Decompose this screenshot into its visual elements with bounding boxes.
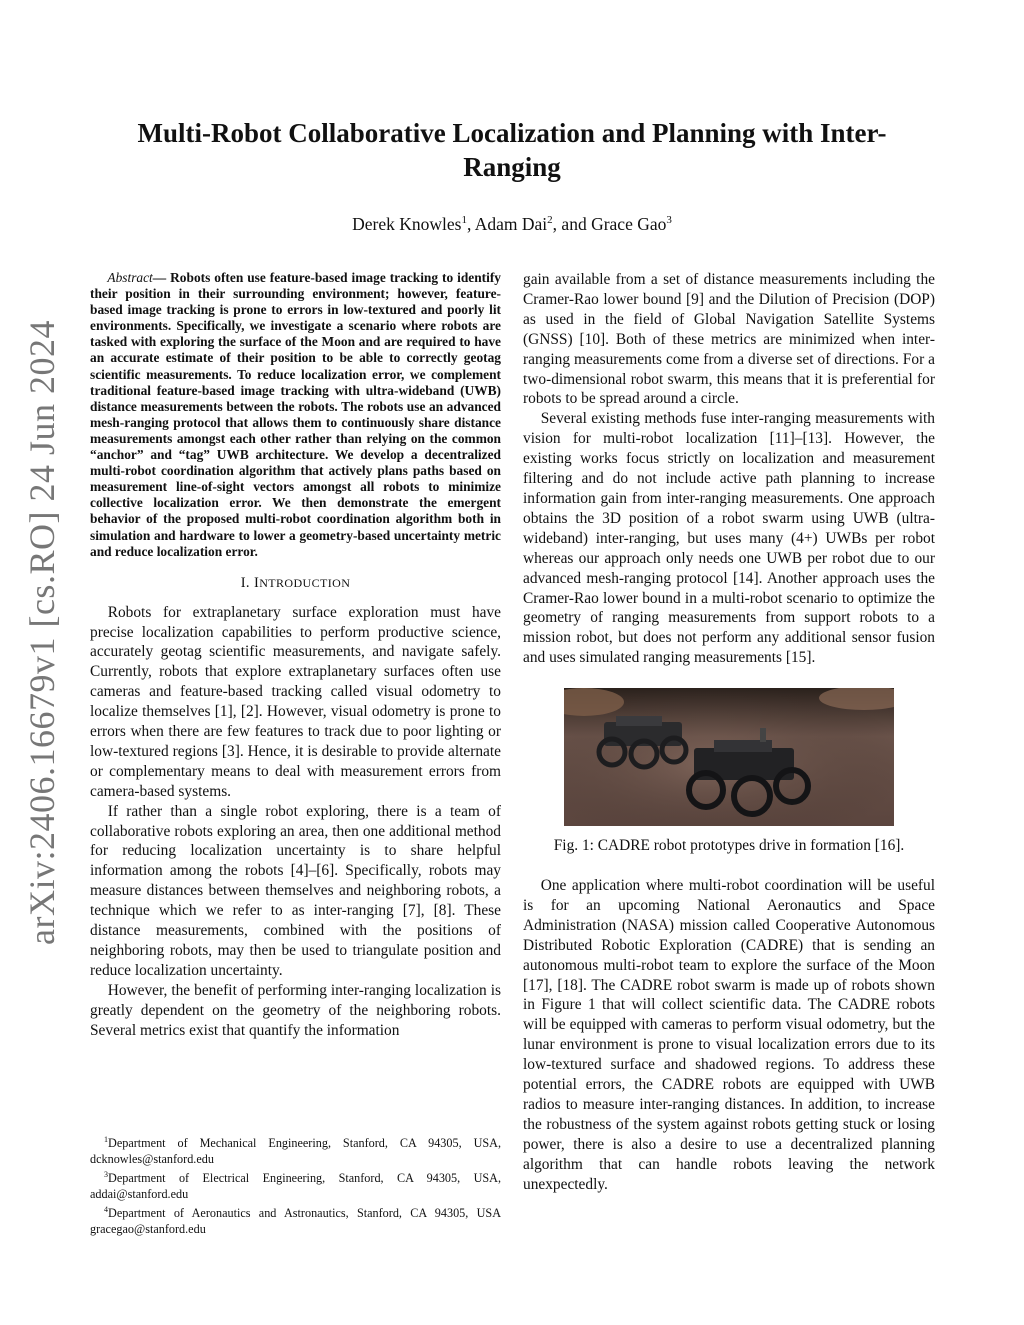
figure-caption: Fig. 1: CADRE robot prototypes drive in formation [16]. [553,837,905,855]
affiliation-marker: 3 [666,214,672,226]
abstract-text: Robots often use feature-based image tracking to identify their position in their surrounding environment; however, feature-based image tracking is prone to errors in low-textured and poorly lit environments. Specifically, we investigate a scenario where robots are tasked with exploring the surface of the Moon and are required to have an accurate estimate of their position to be able to correctly geotag scientific measurements. To reduce localization error, we complement traditional feature-based image tracking with ultra-wideband (UWB) distance measurements between the robots. The robots use an advanced mesh-ranging protocol that allows them to continuously share distance measurements amongst each other rather than relying on the common “anchor” and “tag” UWB architecture. We develop a decentralized multi-robot coordination algorithm that actively plans paths based on measurement line-of-sight vectors amongst all robots to minimize collective localization error. We then demonstrate the emergent behavior of the proposed multi-robot coordination algorithm both in simulation and hardware to lower a geometry-based uncertainty metric and reduce localization error. [90,270,501,559]
footnote-text: Department of Mechanical Engineering, Stanford, CA 94305, USA, dcknowles@stanford.edu [90,1136,501,1166]
footnote-text: Department of Aeronautics and Astronautics, Stanford, CA 94305, USA gracegao@stanford.edu [90,1206,501,1236]
author-name: Adam Dai [474,213,548,234]
right-column [523,270,935,1195]
footnote-marker: 3 [104,1170,109,1180]
abstract-label: Abstract [107,270,153,285]
arxiv-identifier-stamp: arXiv:2406.16679v1 [cs.RO] 24 Jun 2024 [22,320,62,945]
paragraph: gain available from a set of distance measurements including the Cramer-Rao lower bound [9] and the Dilution of Precision (DOP) as used in the field of Global Navigation Satellite Systems (GNSS) [10]. Both of these metrics are minimized when inter-ranging measurements come from a diverse set of directions. For a two-dimensional robot swarm, this means that it is preferential for robots to be spread around a circle. [523,271,935,408]
cadre-robots-photo [564,688,894,826]
footnote [90,1167,501,1202]
footnote-text: Department of Electrical Engineering, Stanford, CA 94305, USA, addai@stanford.edu [90,1171,501,1201]
author-list [120,208,904,236]
figure-1 [523,688,935,856]
section-title-rest: NTRODUCTION [259,575,351,590]
footnote [90,1132,501,1167]
section-title-initial: I [253,574,260,591]
affiliation-marker: 2 [547,214,553,226]
left-column [90,270,501,1041]
author-separator: , [466,213,475,234]
abstract [90,270,501,560]
author-separator: , and [552,213,592,234]
paper-title: Multi-Robot Collaborative Localization and Planning with Inter-Ranging [137,118,887,182]
author-name: Derek Knowles [352,213,462,234]
paragraph: Several existing methods fuse inter-ranging measurements with vision for multi-robot localization [11]–[13]. However, the existing works focus strictly on localization and measurement filtering and do not include active path planning to increase information gain from inter-ranging measurements. One approach obtains the 3D position of a robot swarm using UWB (ultra-wideband) inter-ranging, but uses many (4+) UWBs per robot whereas our approach only needs one UWB per robot due to our advanced mesh-ranging protocol [14]. Another approach uses the Cramer-Rao lower bound in a multi-robot scenario to optimize the geometry of ranging measurements from support robots to a mission robot, but does not perform any additional sensor fusion and uses simulated ranging measurements [15]. [523,410,935,667]
paragraph: However, the benefit of performing inter-ranging localization is greatly dependent on the geometry of the neighboring robots. Several metrics exist that quantify the information [90,981,501,1039]
paragraph: If rather than a single robot exploring, there is a team of collaborative robots exploring an area, then one additional method for reducing localization uncertainty is to share helpful information among the robots [4]–[6]. Specifically, robots may measure distances between themselves and neighboring robots, a technique which we refer to as inter-ranging [7], [8]. These distance measurements, combined with the positions of neighboring robots, may then be used to triangulate position and reduce localization uncertainty. [90,802,501,979]
footnote-marker: 1 [104,1135,109,1144]
footnotes [90,1132,501,1237]
paragraph: Robots for extraplanetary surface exploration must have precise localization capabilities to perform productive science, accurately geotag scientific measurements, and navigate safely. Currently, robots that explore extraplanetary surfaces often use cameras and feature-based tracking called visual odometry to localize themselves [1], [2]. However, visual odometry is prone to errors when there are few features to track due to poor lighting or low-textured regions [3]. Hence, it is desirable to provide alternate or complementary means to deal with measurement errors from camera-based systems. [90,603,501,800]
section-numeral: I. [240,574,254,591]
abstract-dash: — [152,270,171,285]
footnote-marker: 4 [104,1205,109,1215]
author-name: Grace Gao [591,213,667,234]
paragraph: One application where multi-robot coordination will be useful is for an upcoming National Aeronautics and Space Administration (NASA) mission called Cooperative Autonomous Distributed Robotic Exploration (CADRE) that is sending an autonomous multi-robot team to explore the surface of the Moon [17], [18]. The CADRE robot swarm is made up of robots shown in Figure 1 that will collect scientific data. The CADRE robots will be equipped with cameras to perform visual odometry, but the lunar environment is prone to visual localization errors due to its low-textured surface and shadowed regions. To address these potential errors, the CADRE robots are equipped with UWB radios to measure inter-ranging distances. In addition, to increase the robustness of the system against robots getting stuck or losing power, there is also a desire to use a decentralized planning algorithm that can handle robots leaving the network unexpectedly. [523,877,935,1193]
section-heading-introduction [90,574,501,594]
footnote [90,1202,501,1237]
affiliation-marker: 1 [461,214,467,226]
